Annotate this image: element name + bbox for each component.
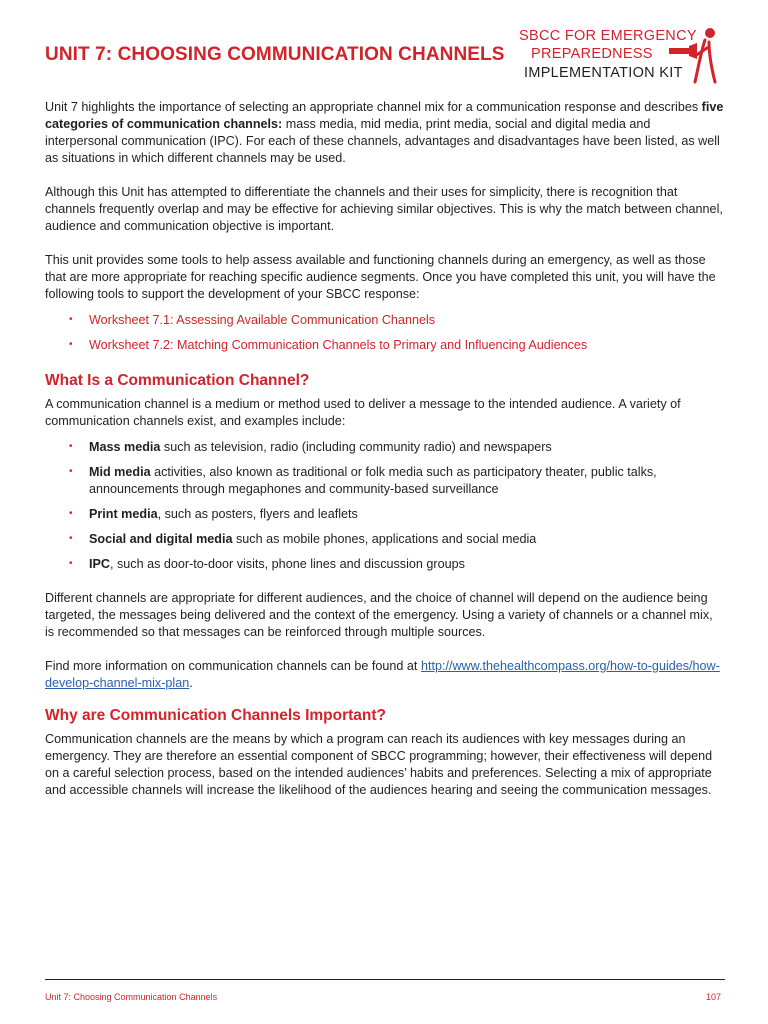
section-heading-channel: What Is a Communication Channel? <box>45 372 310 389</box>
kit-logo <box>515 26 725 86</box>
channel-mix-link[interactable]: http://www.thehealthcompass.org/how-to-guides/how-develop-channel-mix-plan <box>45 659 720 690</box>
list-item: • IPC, such as door-to-door visits, phone lines and discussion groups <box>69 557 465 571</box>
footer-divider <box>45 979 725 980</box>
logo-line-2: PREPAREDNESS <box>531 46 653 62</box>
section-heading-importance: Why are Communication Channels Important? <box>45 707 387 724</box>
intro-paragraph-1: Unit 7 highlights the importance of selecting an appropriate channel mix for a communication response and describes five categories of communication channels: mass media, mid media, print media, social and digital media and interpersonal communication (IPC). For each of these channels, advantages and disadvantages have been listed, as well as situations in which different channels may be used. <box>45 100 724 165</box>
megaphone-figure-icon <box>665 26 723 86</box>
section2-paragraph-1: Communication channels are the means by which a program can reach its audiences with key messages during an emergency. They are therefore an essential component of SBCC programming; however, their effectiveness will depend on a careful selection process, based on the intended audiences’ habits and preferences. Selecting a mix of appropriate and accessible channels will increase the likelihood of the audiences hearing and seeing the communication messages. <box>45 732 713 797</box>
list-item: • Mass media such as television, radio (including community radio) and newspapers <box>69 440 552 454</box>
bullet-icon: • <box>69 441 73 452</box>
logo-line-3: IMPLEMENTATION KIT <box>524 65 683 81</box>
section1-paragraph-2: Different channels are appropriate for different audiences, and the choice of channel will depend on the audience being targeted, the messages being delivered and the context of the emergency. Using a variety of channels or a channel mix, is recommended so that messages can be reinforced through multiple sources. <box>45 591 713 639</box>
bullet-icon: • <box>69 508 73 519</box>
footer-unit-title: Unit 7: Choosing Communication Channels <box>45 992 218 1002</box>
list-item: • Social and digital media such as mobile phones, applications and social media <box>69 532 537 546</box>
intro-paragraph-3: This unit provides some tools to help assess available and functioning channels during an emergency, as well as those that are more appropriate for reaching specific audience segments. Once you have completed this unit, you will have the following tools to support the development of your SBCC response: <box>45 253 716 301</box>
section1-paragraph-3: Find more information on communication channels can be found at http://www.thehealthcompass.org/how-to-guides/how-develop-channel-mix-plan. <box>45 659 720 690</box>
list-item: • Worksheet 7.2: Matching Communication Channels to Primary and Influencing Audiences <box>69 338 588 352</box>
bullet-icon: • <box>69 466 73 477</box>
bullet-icon: • <box>69 558 73 569</box>
channel-types-list <box>45 439 725 573</box>
logo-line-1: SBCC FOR EMERGENCY <box>519 28 697 44</box>
worksheet-list <box>45 312 725 354</box>
bullet-icon: • <box>69 339 73 350</box>
list-item: • Print media, such as posters, flyers and leaflets <box>69 507 358 521</box>
bullet-icon: • <box>69 533 73 544</box>
section1-paragraph-1: A communication channel is a medium or method used to deliver a message to the intended audience. A variety of communication channels exist, and examples include: <box>45 397 681 428</box>
page-number: 107 <box>706 992 722 1002</box>
list-item: • Worksheet 7.1: Assessing Available Communication Channels <box>69 313 436 327</box>
list-item: • Mid media activities, also known as traditional or folk media such as participatory theater, public talks, announcements through megaphones and community-based surveillance <box>69 465 657 496</box>
intro-paragraph-2: Although this Unit has attempted to differentiate the channels and their uses for simplicity, there is recognition that channels frequently overlap and may be effective for achieving similar objectives. This is why the match between channel, audience and communication objective is important. <box>45 185 723 233</box>
page-title: UNIT 7: CHOOSING COMMUNICATION CHANNELS <box>45 44 505 65</box>
bullet-icon: • <box>69 314 73 325</box>
main-content <box>45 99 725 816</box>
